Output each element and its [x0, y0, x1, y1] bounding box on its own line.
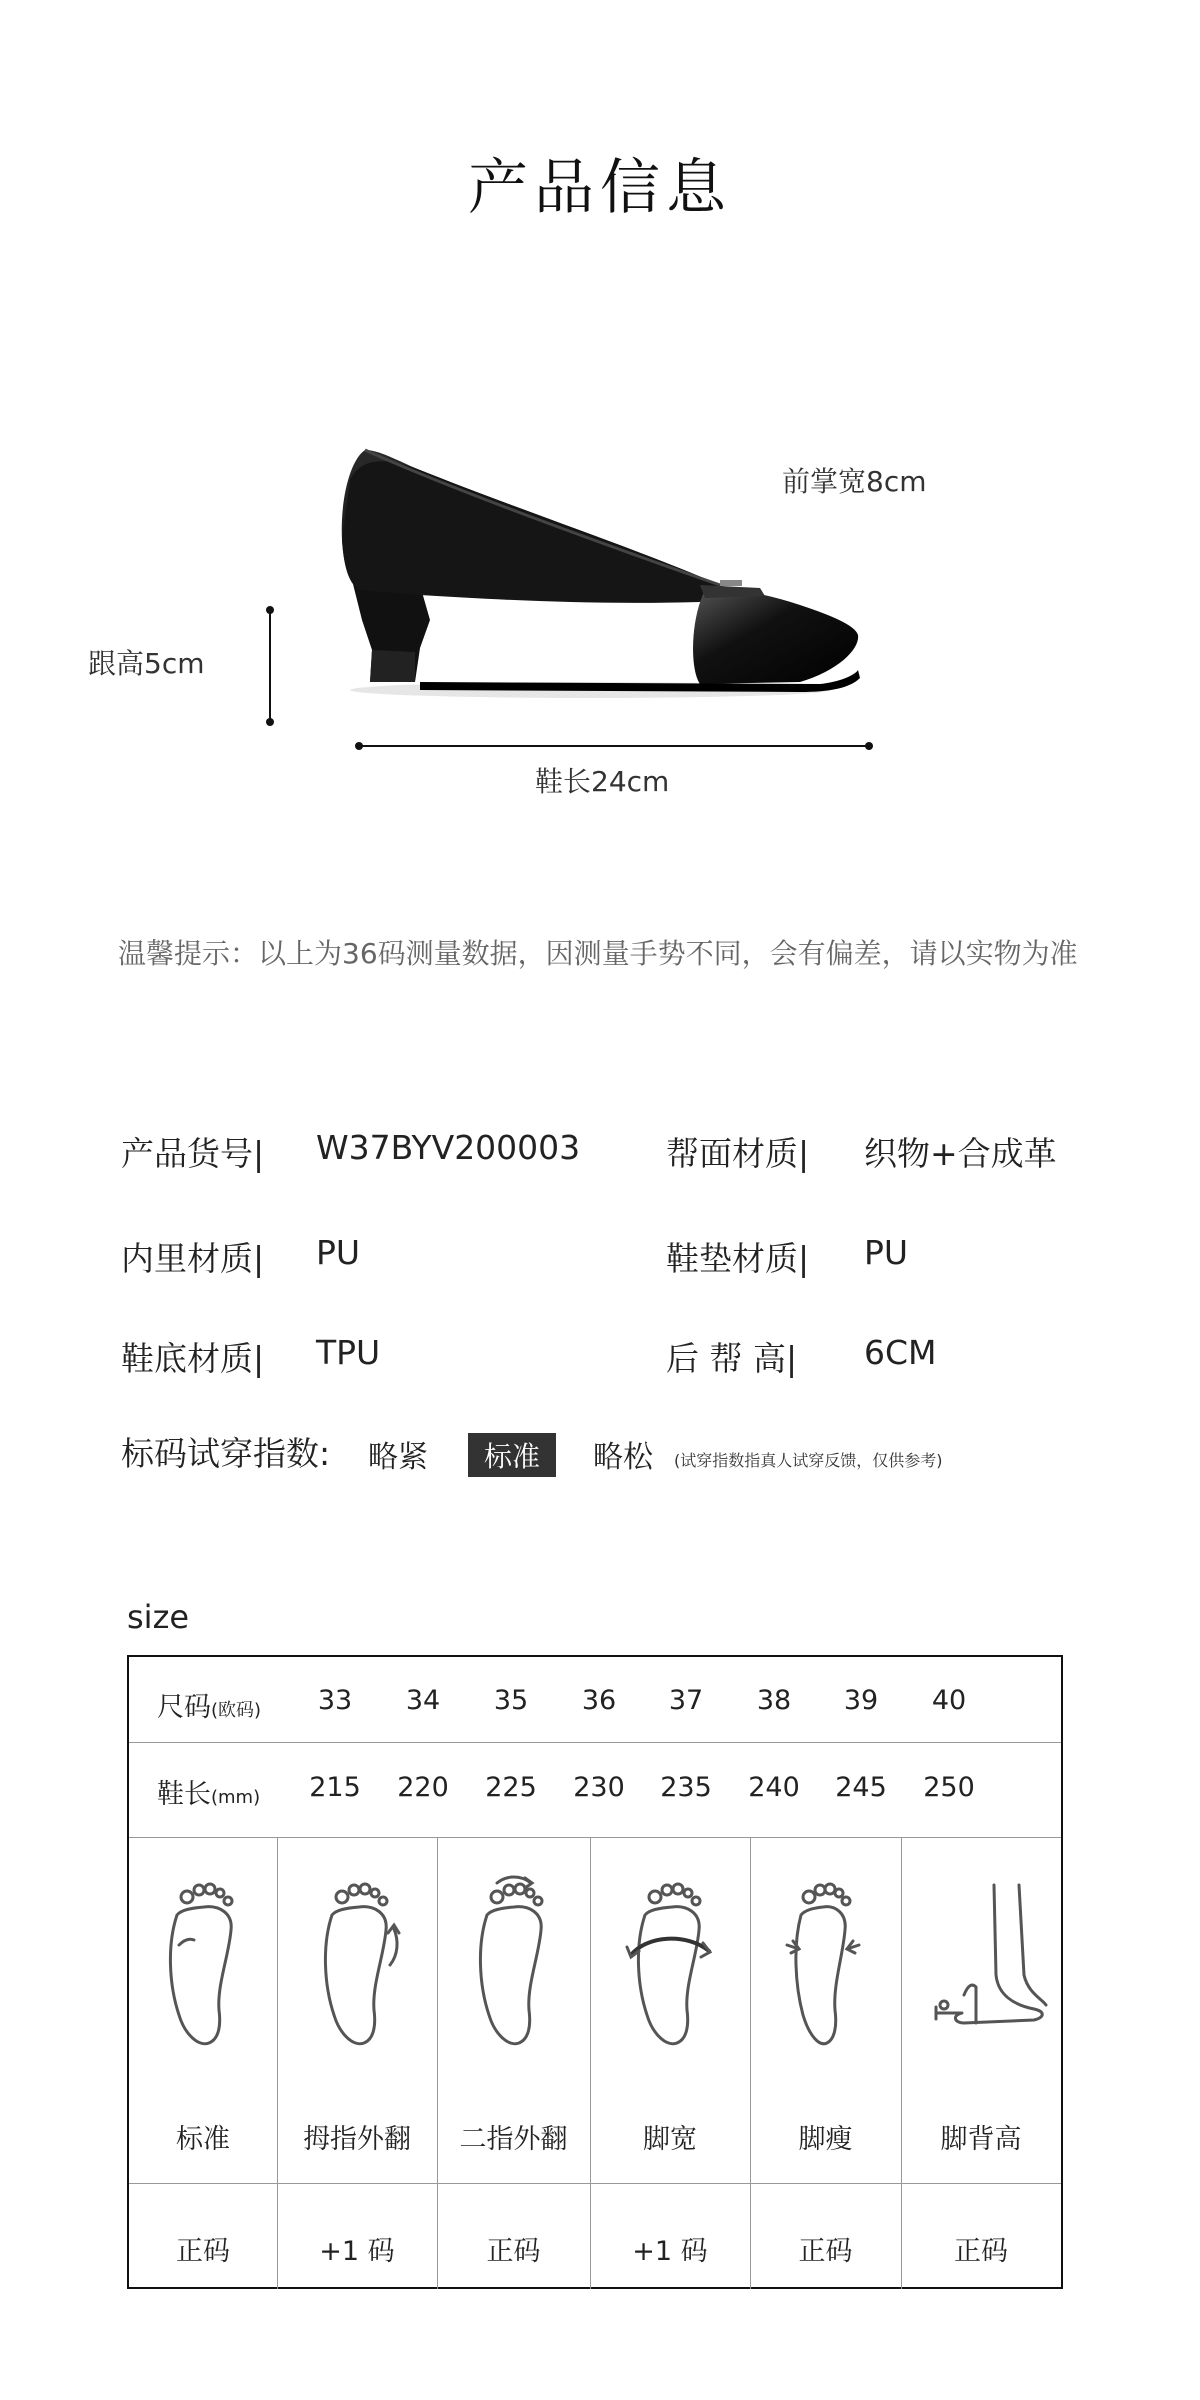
- length-cell: 245: [835, 1772, 887, 1803]
- spec-value-heel-counter-height: 6CM: [864, 1333, 937, 1372]
- size-cell: 33: [317, 1685, 353, 1716]
- size-recommendation: 正码: [176, 2236, 230, 2267]
- table-divider: [750, 1837, 751, 2289]
- heel-height-label: 跟高5cm: [88, 647, 205, 680]
- length-cell: 240: [748, 1772, 800, 1803]
- size-chart-table: [127, 1655, 1063, 2289]
- spec-value-upper-material: 织物+合成革: [864, 1134, 1057, 1173]
- size-cell: 40: [931, 1685, 967, 1716]
- size-row-header: [157, 1685, 261, 1724]
- fit-index-note: (试穿指数指真人试穿反馈，仅供参考): [674, 1451, 943, 1470]
- heel-height-marker-bottom: [266, 718, 274, 726]
- spec-value-lining-material: PU: [316, 1233, 361, 1272]
- spec-value-sole-material: TPU: [316, 1333, 381, 1372]
- length-cell: 215: [309, 1772, 361, 1803]
- foot-bunion-icon: [304, 1875, 414, 2055]
- length-row-label: 鞋长: [157, 1779, 211, 1810]
- length-row-header: [157, 1772, 260, 1811]
- spec-value-insole-material: PU: [864, 1233, 909, 1272]
- size-cell: 37: [668, 1685, 704, 1716]
- measurement-tip: 温馨提示：以上为36码测量数据，因测量手势不同，会有偏差，请以实物为准: [118, 937, 1078, 970]
- spec-label-upper-material: 帮面材质|: [666, 1134, 810, 1173]
- size-heading: size: [127, 1598, 190, 1636]
- foot-standard-icon: [149, 1875, 259, 2055]
- foot-narrow-icon: [769, 1875, 879, 2055]
- shoe-length-marker-right: [865, 742, 873, 750]
- length-cell: 220: [397, 1772, 449, 1803]
- table-divider: [129, 2183, 1061, 2184]
- size-row-unit: (欧码): [211, 1700, 262, 1721]
- spec-label-insole-material: 鞋垫材质|: [666, 1239, 810, 1278]
- table-divider: [437, 1837, 438, 2289]
- length-cell: 250: [923, 1772, 975, 1803]
- page-title: 产品信息: [468, 153, 732, 223]
- spec-label-lining-material: 内里材质|: [121, 1239, 265, 1278]
- table-divider: [901, 1837, 902, 2289]
- foot-second-toe-icon: [459, 1875, 569, 2055]
- size-cell: 36: [581, 1685, 617, 1716]
- shoe-length-line: [359, 745, 869, 747]
- size-recommendation: +1 码: [632, 2236, 708, 2267]
- spec-label-heel-counter-height: 后 帮 高|: [666, 1339, 798, 1378]
- foot-type-label: 二指外翻: [459, 2124, 568, 2155]
- forefoot-width-label: 前掌宽8cm: [782, 465, 927, 498]
- fit-option-tight: 略紧: [368, 1440, 428, 1475]
- foot-type-label: 脚背高: [940, 2124, 1022, 2155]
- foot-wide-icon: [617, 1875, 727, 2055]
- foot-type-label: 脚瘦: [798, 2124, 853, 2155]
- size-recommendation: 正码: [954, 2236, 1008, 2267]
- table-divider: [129, 1837, 1061, 1838]
- spec-label-sole-material: 鞋底材质|: [121, 1339, 265, 1378]
- shoe-length-label: 鞋长24cm: [535, 765, 670, 798]
- table-divider: [129, 1742, 1061, 1743]
- length-cell: 235: [660, 1772, 712, 1803]
- size-cell: 35: [493, 1685, 529, 1716]
- spec-label-item-number: 产品货号|: [121, 1134, 265, 1173]
- table-divider: [590, 1837, 591, 2289]
- fit-option-standard-selected: 标准: [468, 1433, 556, 1477]
- fit-index-label: 标码试穿指数:: [121, 1434, 331, 1473]
- size-cell: 34: [405, 1685, 441, 1716]
- foot-type-label: 脚宽: [643, 2124, 697, 2155]
- length-row-unit: (mm): [211, 1787, 261, 1808]
- table-divider: [277, 1837, 278, 2289]
- foot-type-label: 标准: [176, 2124, 230, 2155]
- size-cell: 38: [756, 1685, 792, 1716]
- size-recommendation: 正码: [798, 2236, 853, 2267]
- length-cell: 230: [573, 1772, 625, 1803]
- fit-option-loose: 略松: [593, 1440, 653, 1475]
- size-recommendation: +1 码: [319, 2236, 395, 2267]
- heel-height-line: [269, 610, 271, 722]
- size-row-label: 尺码: [157, 1692, 211, 1723]
- shoe-dimension-diagram: [0, 420, 1200, 820]
- length-cell: 225: [485, 1772, 537, 1803]
- size-recommendation: 正码: [486, 2236, 541, 2267]
- foot-type-label: 拇指外翻: [303, 2124, 411, 2155]
- spec-value-item-number: W37BYV200003: [316, 1128, 581, 1167]
- foot-high-instep-icon: [924, 1875, 1054, 2055]
- size-cell: 39: [843, 1685, 879, 1716]
